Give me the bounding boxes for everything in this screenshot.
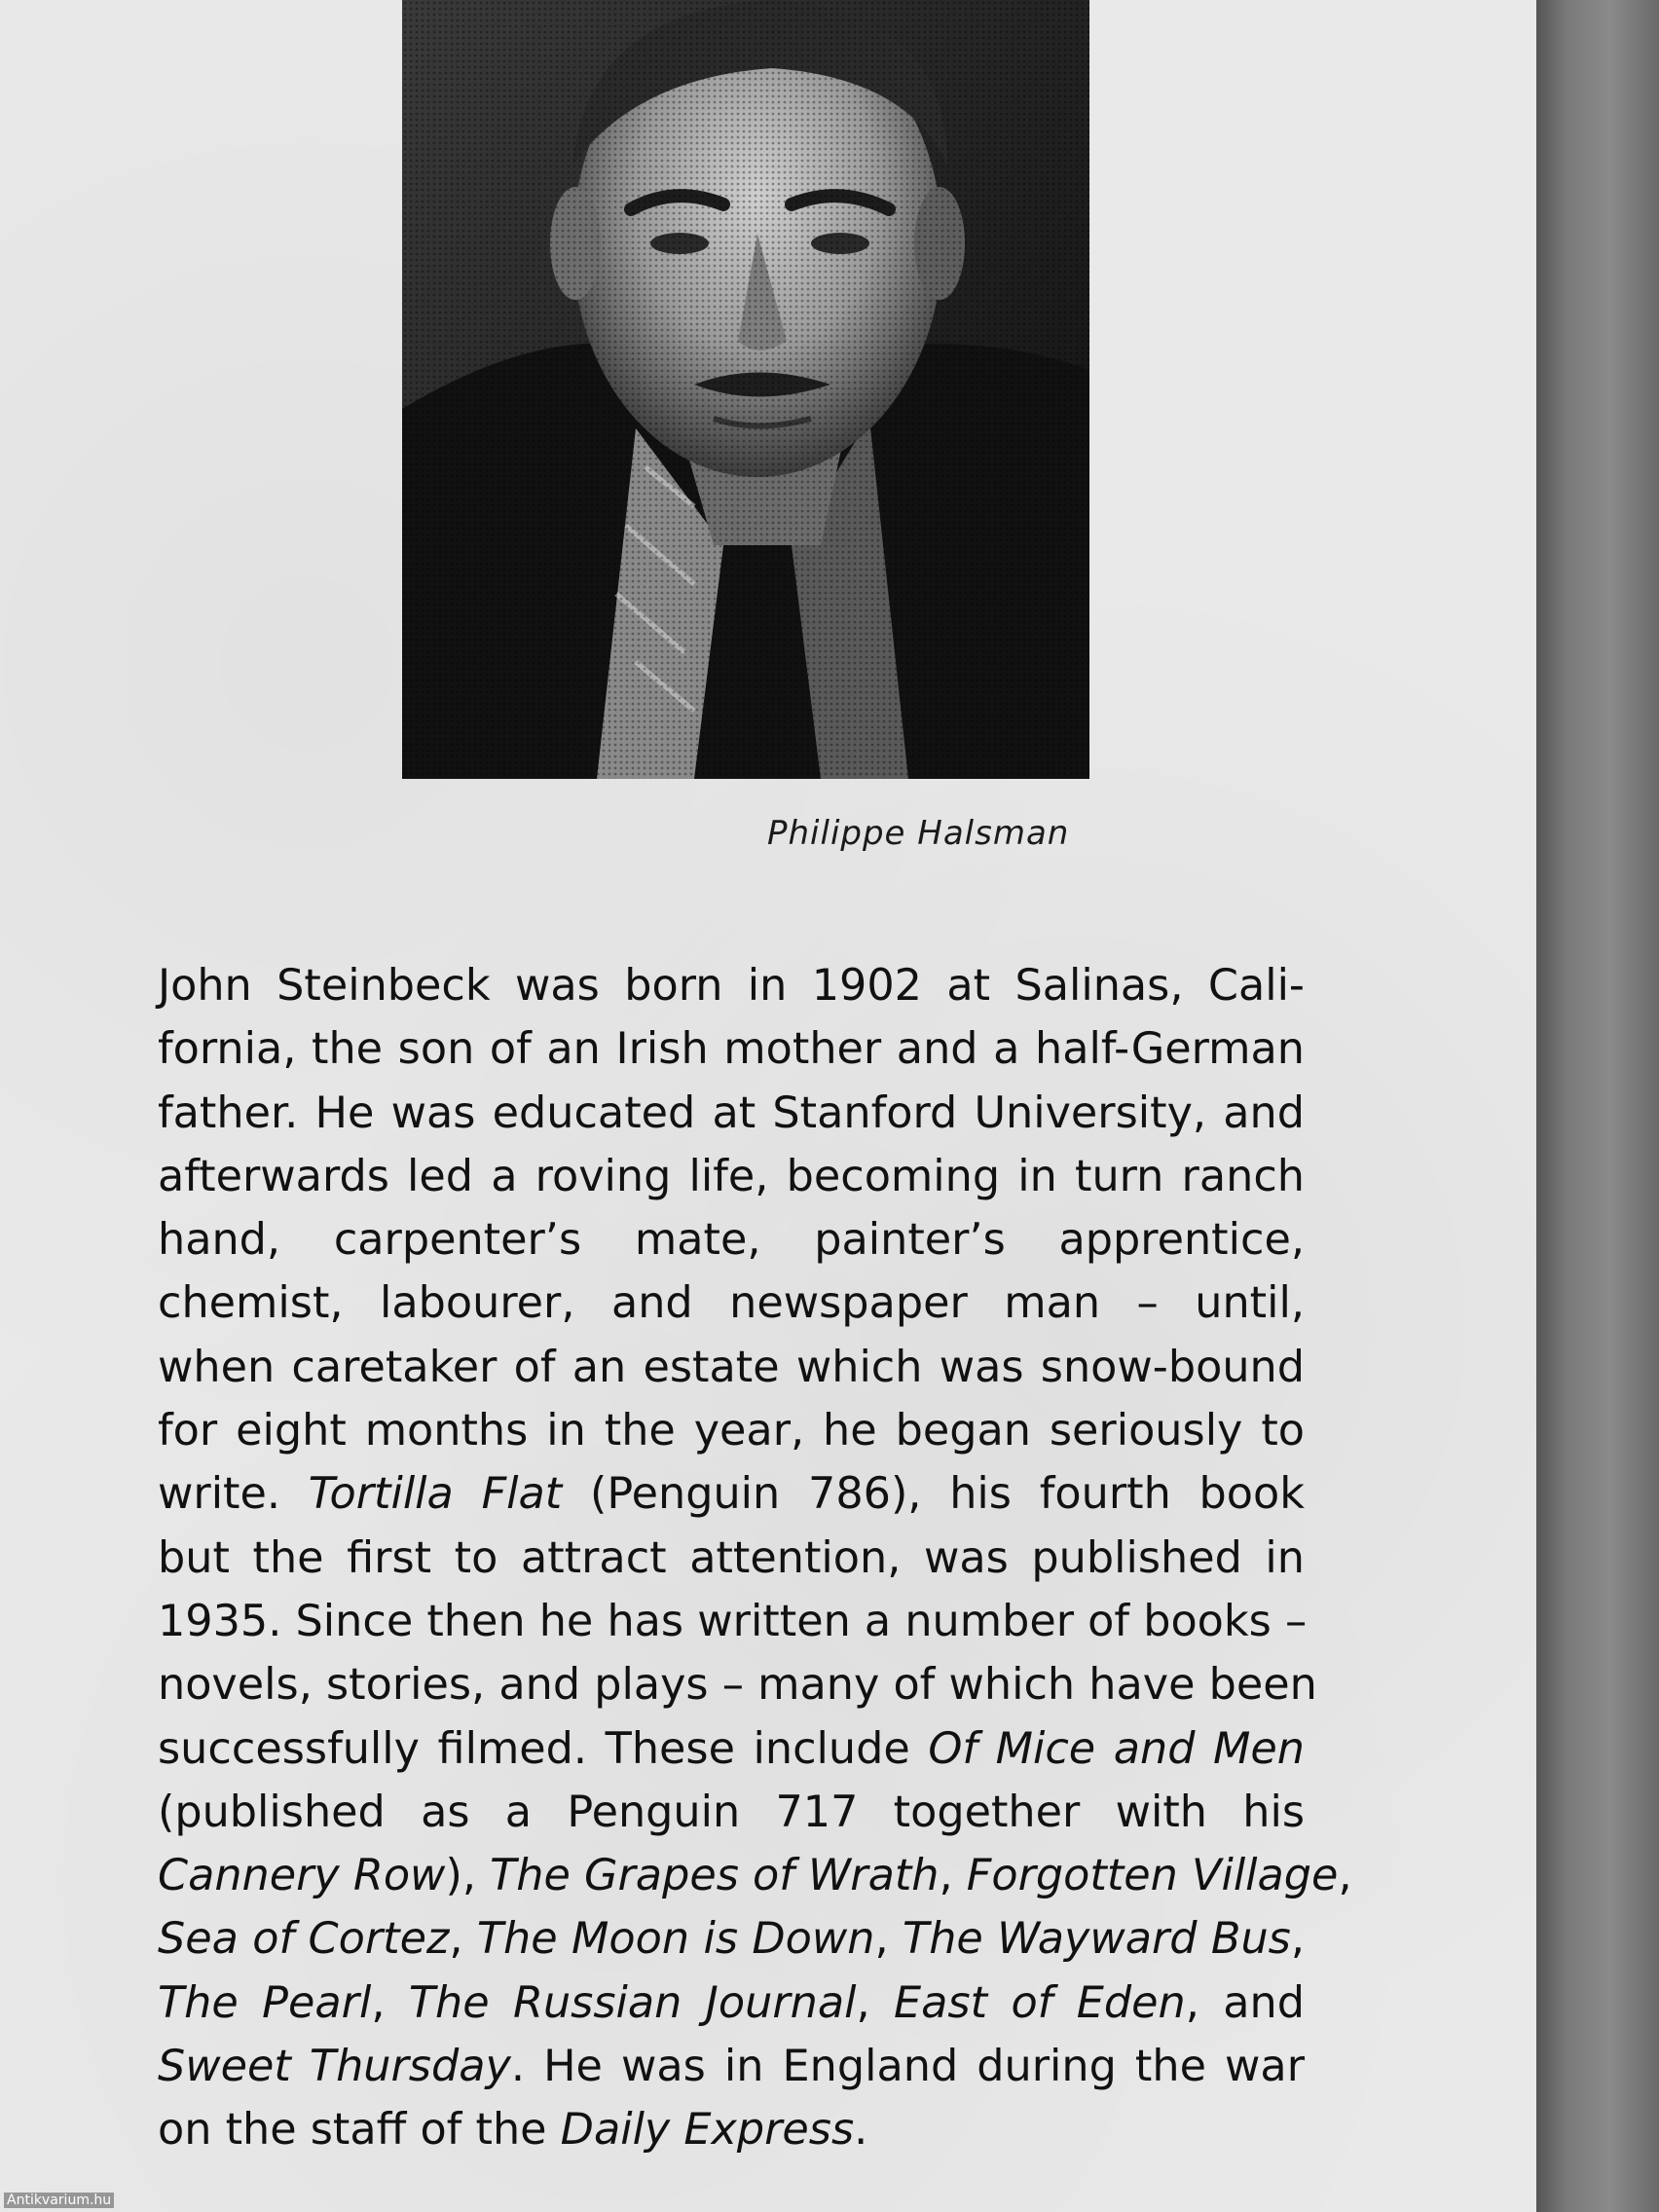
bio-line <box>158 1399 1305 1462</box>
bio-text: novels, stories, and plays – many of which have been <box>158 1660 1317 1711</box>
book-title: The Wayward Bus <box>903 1914 1291 1965</box>
bio-text: on the staff of the <box>158 2105 561 2156</box>
bio-text: , <box>449 1914 477 1965</box>
bio-text: . He was in England during the war <box>510 2042 1305 2092</box>
bio-text: , <box>939 1851 967 1901</box>
watermark: Antikvarium.hu <box>4 2193 114 2208</box>
bio-text: afterwards led a roving life, becoming in turn ranch <box>158 1151 1305 1201</box>
bio-line <box>158 1844 1352 1907</box>
bio-line <box>158 1590 1308 1653</box>
bio-line <box>158 954 1305 1017</box>
book-title: Forgotten Village <box>966 1851 1339 1901</box>
bio-text: successfully filmed. These include <box>158 1723 929 1774</box>
bio-line <box>158 1717 1305 1781</box>
bio-text: write. <box>158 1469 309 1520</box>
bio-line <box>158 1336 1305 1399</box>
book-title: East of Eden <box>894 1977 1186 2028</box>
book-title: Sweet Thursday <box>158 2042 511 2092</box>
bio-text: (published as a Penguin 717 together with his <box>158 1787 1305 1837</box>
author-biography <box>158 954 1352 2162</box>
bio-line <box>158 1145 1305 1208</box>
bio-text: 1935. Since then he has written a number of books – <box>158 1596 1308 1646</box>
bio-line <box>158 1527 1305 1590</box>
bio-text: John Steinbeck was born in 1902 at Salinas, Cali- <box>158 961 1305 1011</box>
bio-text: ), <box>445 1851 491 1901</box>
bio-text: fornia, the son of an Irish mother and a half-German <box>158 1024 1305 1075</box>
bio-line <box>158 1972 1305 2035</box>
book-title: Cannery Row <box>158 1851 446 1901</box>
bio-text: but the first to attract attention, was published in <box>158 1532 1305 1583</box>
bio-text: father. He was educated at Stanford University, and <box>158 1088 1305 1138</box>
author-portrait <box>402 0 1089 779</box>
bio-line <box>158 1208 1305 1272</box>
photo-credit: Philippe Halsman <box>767 814 1070 853</box>
bio-text: , and <box>1185 1977 1305 2028</box>
bio-text: (Penguin 786), his fourth book <box>562 1469 1305 1520</box>
book-title: Of Mice and Men <box>928 1723 1305 1774</box>
book-title: Daily Express <box>560 2105 855 2156</box>
bio-text: , <box>874 1914 903 1965</box>
bio-text: . <box>854 2105 868 2156</box>
bio-text: hand, carpenter’s mate, painter’s apprentice, <box>158 1215 1305 1266</box>
bio-line <box>158 1272 1305 1335</box>
book-title: Tortilla Flat <box>308 1469 563 1520</box>
bio-text: when caretaker of an estate which was snow-bound <box>158 1342 1305 1392</box>
bio-line <box>158 1907 1305 1971</box>
bio-text: , <box>1338 1851 1352 1901</box>
bio-line <box>158 2035 1305 2098</box>
bio-line <box>158 1781 1305 1844</box>
book-title: Sea of Cortez <box>158 1914 450 1965</box>
bio-line <box>158 1017 1305 1081</box>
bio-text: for eight months in the year, he began seriously to <box>158 1406 1305 1456</box>
bio-line <box>158 2098 1305 2161</box>
bio-text: , <box>1290 1914 1305 1965</box>
book-title: The Russian Journal <box>408 1977 857 2028</box>
book-title: The Grapes of Wrath <box>490 1851 940 1901</box>
book-title: The Moon is Down <box>476 1914 875 1965</box>
bio-text: , <box>371 1977 409 2028</box>
portrait-illustration <box>402 0 1089 779</box>
bio-line <box>158 1082 1305 1145</box>
book-title: The Pearl <box>158 1977 372 2028</box>
bio-line <box>158 1462 1305 1526</box>
bio-line <box>158 1653 1317 1716</box>
book-spine-edge <box>1536 0 1659 2212</box>
bio-text: chemist, labourer, and newspaper man – until, <box>158 1278 1305 1329</box>
bio-text: , <box>856 1977 895 2028</box>
